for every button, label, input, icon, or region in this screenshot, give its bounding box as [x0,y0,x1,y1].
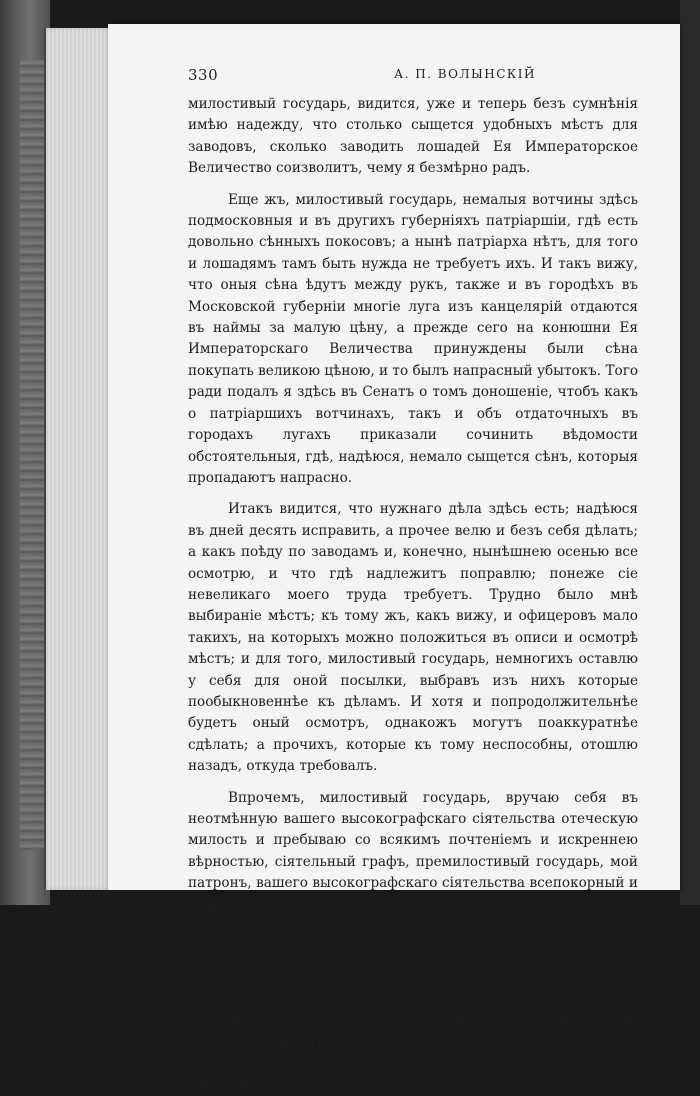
page-number: 330 [188,66,219,84]
paragraph-2: Еще жъ, милостивый государь, немалыя вотчины здѣсь подмосковныя и въ другихъ губерніяхъ патріаршіи, гдѣ есть довольно сѣнныхъ покосовъ; а нынѣ патріарха нѣтъ, для того и лошадямъ тамъ быть нужда не требуетъ ихъ. И такъ вижу, что оныя сѣна ѣдутъ между рукъ, также и въ городѣхъ въ Московской губерніи многіе луга изъ канцелярій отдаются въ наймы за малую цѣну, а прежде сего на конюшни Ея Императорскаго Величества принуждены были сѣна покупать великою цѣною, и то былъ напрасный убытокъ. Того ради подалъ я здѣсь въ Сенатъ о томъ доношеніе, чтобъ какъ о патріаршихъ вотчинахъ, такъ и объ отдаточныхъ въ городахъ лугахъ приказали сочинить вѣдомости обстоятельныя, гдѣ, надѣюся, немало сыщется сѣнъ, которыя пропадаютъ напрасно. [188,191,639,486]
running-title: А. П. ВОЛЫНСКІЙ [394,67,536,81]
paragraph-1: милостивый государь, видится, уже и теперь безъ сумнѣнія имѣю надежду, что столько сыщется удобныхъ мѣстъ для заводовъ, сколько заводить лошадей Ея Императорское Величество соизволитъ, чему я безмѣрно радъ. [188,96,638,177]
letter2-opening: Всепокорно вашему высокографскому сіятельству милостивому го- [188,1055,638,1094]
paragraph-4: Впрочемъ, милостивый государь, вручаю себя въ неотмѣнную вашего высокографскаго сіятельства отеческую милость и пребываю со всякимъ почтеніемъ и искреннею вѣрностью, сіятельный графъ, премилостивый государь, мой патронъ, вашего высокографскаго сіятельства всепокорный и нижайшій слуга Артемій Волынскій. [188,789,638,913]
page-text [188,94,638,1096]
book-spine [0,0,50,905]
binding-strip [20,60,46,850]
paragraph-3: Итакъ видится, что нужнаго дѣла здѣсь есть; надѣюся въ дней десять исправить, а прочее велю и безъ себя дѣлать; а какъ поѣду по заводамъ и, конечно, нынѣшнею осенью все осмотрю, и что гдѣ надлежитъ поправлю; понеже сіе невеликаго моего труда требуетъ. Трудно было мнѣ выбираніе мѣстъ; къ тому жъ, какъ вижу, и офицеровъ мало такихъ, на которыхъ можно положиться въ описи и осмотрѣ мѣстъ; и для того, милостивый государь, немногихъ оставлю у себя для оной посылки, выбравъ изъ нихъ которые пообыкновеннѣе къ дѣламъ. И хотя и попродолжительнѣе будетъ оный осмотръ, однакожъ могутъ поаккуратнѣе сдѣлать; а прочихъ, которые къ тому неспособны, отошлю назадъ, откуда требовалъ. [188,501,638,775]
dateline: Изъ Москвы, Сентября 13 дня 1732 года. [228,920,481,935]
running-head [188,66,700,86]
letter2-salutation: Сіятельный графъ, превосходительный господинъ, господинъ оберъкамергеръ и кавалеръ, премилостивый государь, мой патронъ. [188,991,638,1051]
page-stack-edges [44,28,112,890]
section-number: 2. [406,956,420,973]
scan-right-border [680,0,700,905]
